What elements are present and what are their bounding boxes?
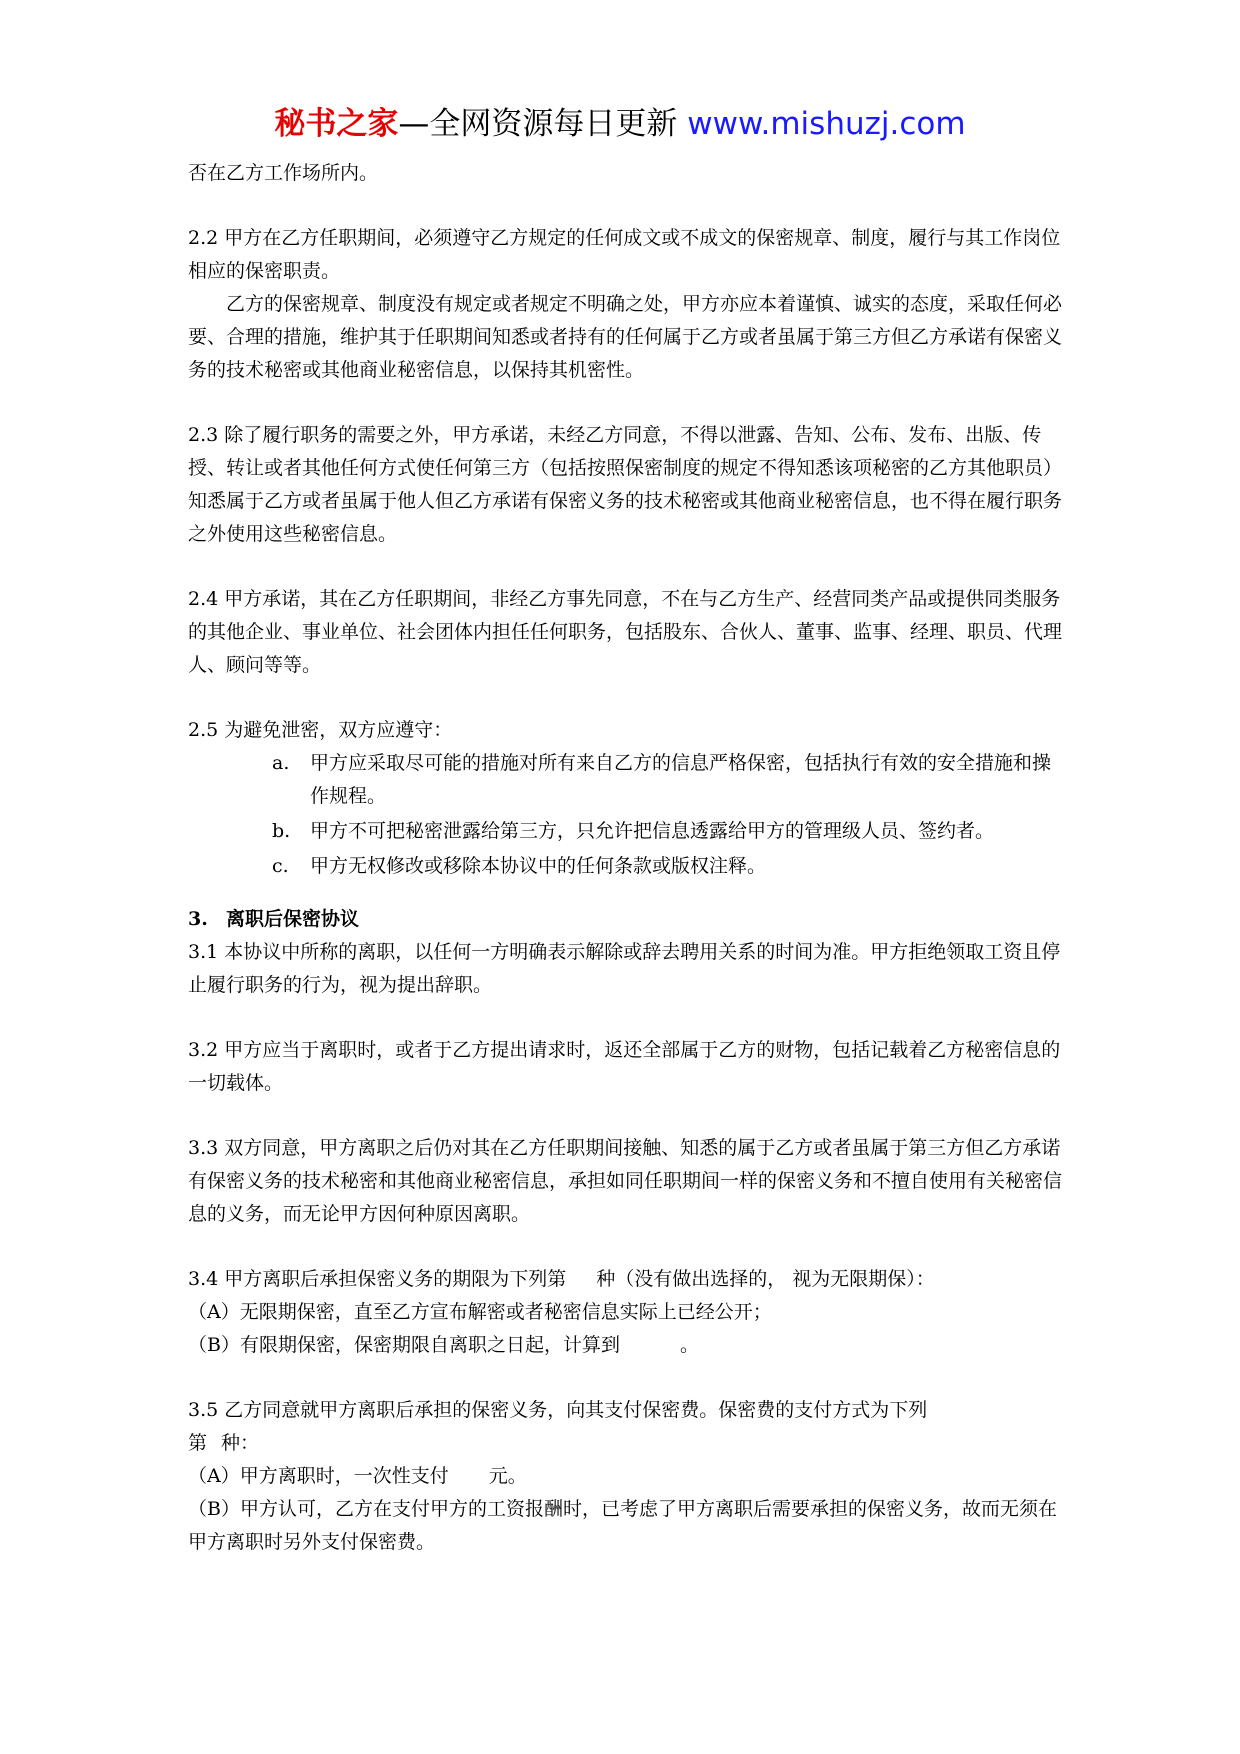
option-3-4-b: （B）有限期保密，保密期限自离职之日起，计算到 。 [188, 1334, 699, 1356]
list-item-text: 甲方不可把秘密泄露给第三方，只允许把信息透露给甲方的管理级人员、签约者。 [310, 820, 995, 842]
clause-3-2: 3.2 甲方应当于离职时，或者于乙方提出请求时，返还全部属于乙方的财物，包括记载着乙方秘密信息的一切载体。 [188, 1039, 1061, 1094]
list-item-label: b. [272, 820, 291, 842]
section-number: 3. [188, 908, 208, 930]
clause-2-5-list [188, 747, 1068, 883]
list-item-label: c. [272, 855, 289, 877]
list-item [188, 850, 1068, 883]
clause-2-3: 2.3 除了履行职务的需要之外，甲方承诺，未经乙方同意，不得以泄露、告知、公布、发布、出版、传授、转让或者其他任何方式使任何第三方（包括按照保密制度的规定不得知悉该项秘密的乙方其他职员）知悉属于乙方或者虽属于他人但乙方承诺有保密义务的技术秘密或其他商业秘密信息，也不得在履行职务之外使用这些秘密信息。 [188, 424, 1063, 545]
list-item [188, 815, 1068, 848]
clause-3-5-choice: 第 种： [188, 1432, 260, 1454]
clause-2-5: 2.5 为避免泄密，双方应遵守： [188, 719, 453, 741]
option-3-5-b: （B）甲方认可，乙方在支付甲方的工资报酬时，已考虑了甲方离职后需要承担的保密义务，故而无须在甲方离职时另外支付保密费。 [188, 1498, 1057, 1553]
option-3-5-a: （A）甲方离职时，一次性支付 元。 [188, 1465, 527, 1487]
list-item-label: a. [272, 752, 290, 774]
header-slogan: 全网资源每日更新 [429, 106, 688, 142]
page-header [0, 100, 1240, 148]
list-item-text: 甲方无权修改或移除本协议中的任何条款或版权注释。 [310, 855, 767, 877]
clause-2-2: 2.2 甲方在乙方任职期间，必须遵守乙方规定的任何成文或不成文的保密规章、制度，履行与其工作岗位相应的保密职责。 [188, 227, 1061, 282]
site-url-link[interactable]: www.mishuzj.com [687, 106, 966, 142]
paragraph-continuation: 否在乙方工作场所内。 [188, 162, 379, 184]
clause-2-2-detail: 乙方的保密规章、制度没有规定或者规定不明确之处，甲方亦应本着谨慎、诚实的态度，采取任何必要、合理的措施，维护其于任职期间知悉或者持有的任何属于乙方或者虽属于第三方但乙方承诺有保密义务的技术秘密或其他商业秘密信息，以保持其机密性。 [188, 293, 1063, 381]
brand-name: 秘书之家 [274, 106, 399, 142]
clause-3-3: 3.3 双方同意，甲方离职之后仍对其在乙方任职期间接触、知悉的属于乙方或者虽属于第三方但乙方承诺有保密义务的技术秘密和其他商业秘密信息，承担如同任职期间一样的保密义务和不擅自使用有关秘密信息的义务，而无论甲方因何种原因离职。 [188, 1137, 1063, 1225]
header-dash: — [398, 106, 430, 142]
clause-3-1: 3.1 本协议中所称的离职，以任何一方明确表示解除或辞去聘用关系的时间为准。甲方拒绝领取工资且停止履行职务的行为，视为提出辞职。 [188, 941, 1061, 996]
section-title: 离职后保密协议 [226, 908, 360, 930]
list-item-text: 甲方应采取尽可能的措施对所有来自乙方的信息严格保密，包括执行有效的安全措施和操作规程。 [310, 752, 1052, 807]
list-item [188, 747, 1068, 813]
option-3-4-a: （A）无限期保密，直至乙方宣布解密或者秘密信息实际上已经公开； [188, 1301, 772, 1323]
section-3-heading [188, 903, 1068, 936]
clause-3-5: 3.5 乙方同意就甲方离职后承担的保密义务，向其支付保密费。保密费的支付方式为下列 [188, 1399, 928, 1421]
document-body [188, 157, 1068, 1559]
clause-3-4: 3.4 甲方离职后承担保密义务的期限为下列第 种（没有做出选择的， 视为无限期保）： [188, 1268, 935, 1290]
clause-2-4: 2.4 甲方承诺，其在乙方任职期间，非经乙方事先同意，不在与乙方生产、经营同类产品或提供同类服务的其他企业、事业单位、社会团体内担任任何职务，包括股东、合伙人、董事、监事、经理、职员、代理人、顾问等等。 [188, 588, 1063, 676]
